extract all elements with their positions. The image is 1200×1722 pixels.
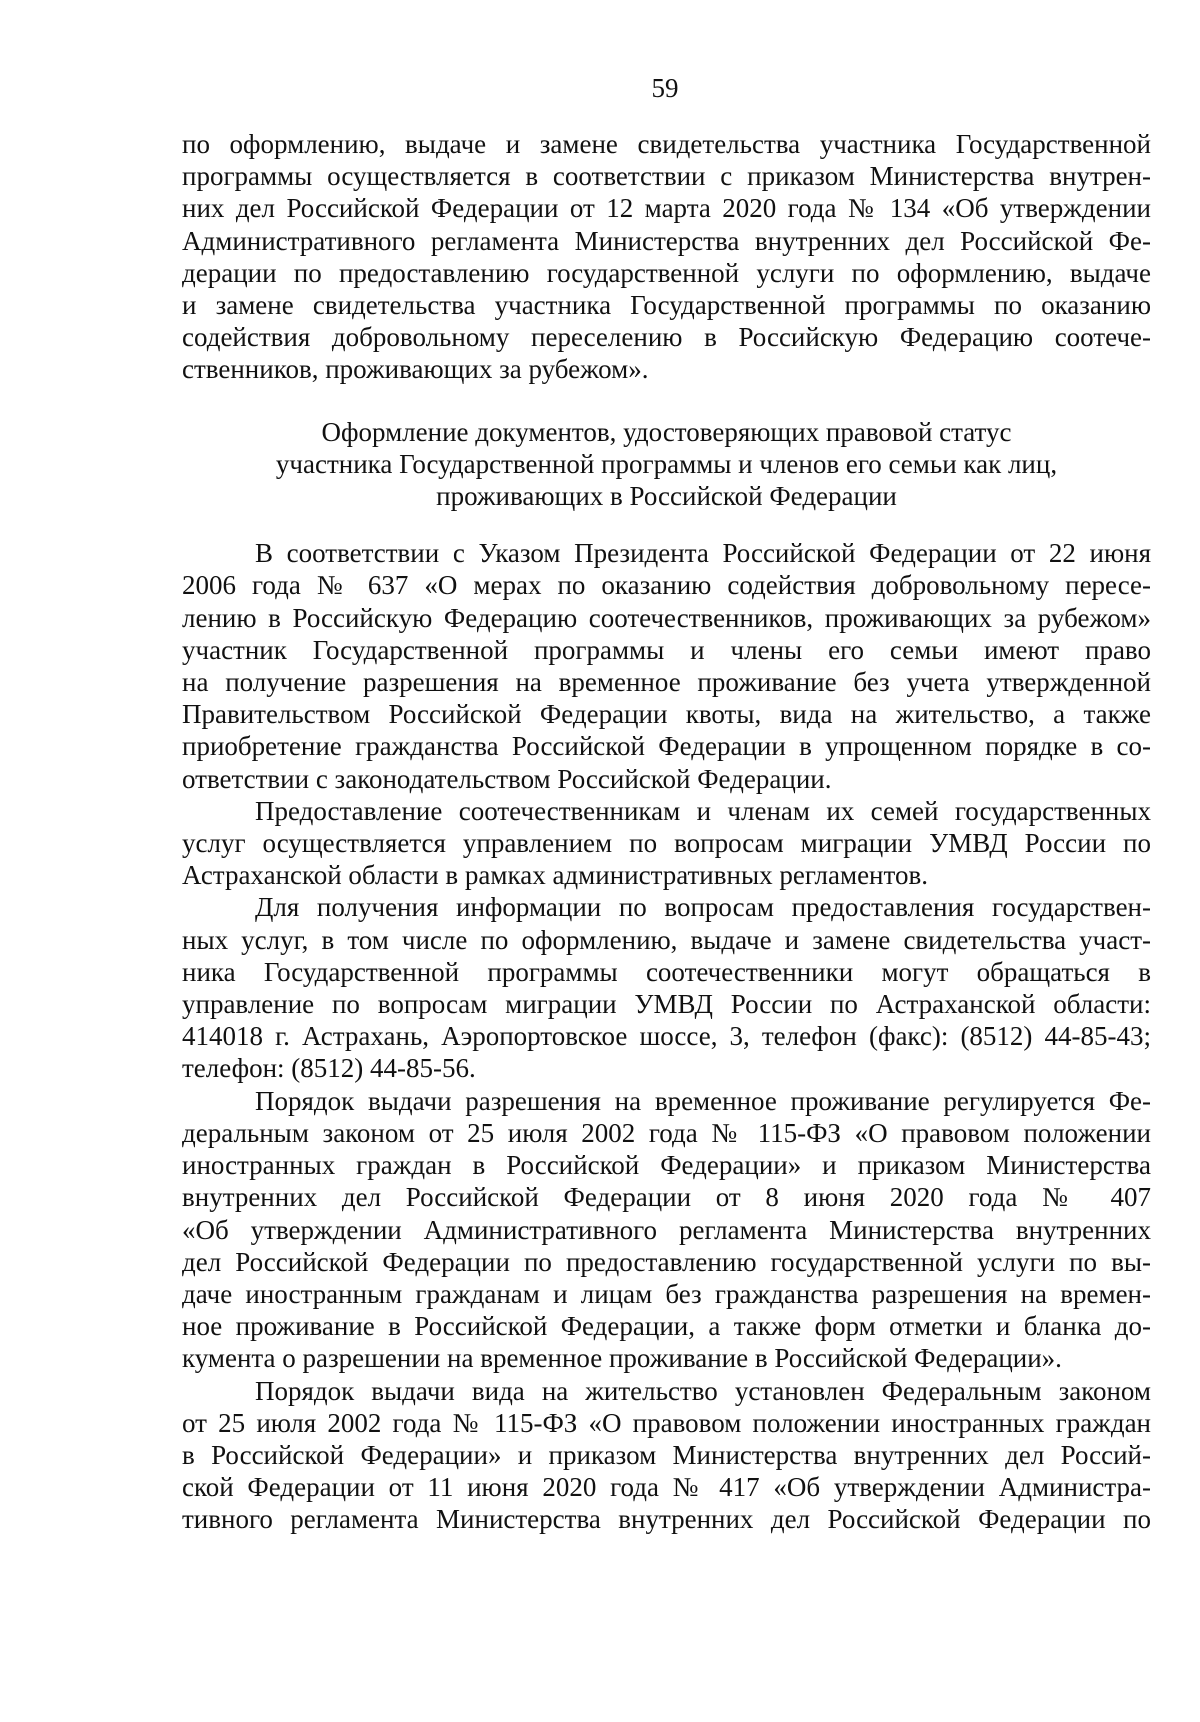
text-line: телефон: (8512) 44-85-56. <box>182 1053 476 1084</box>
text-line: Для получения информации по вопросам предоставления государствен- <box>255 892 1151 923</box>
text-line: Астраханской области в рамках административных регламентов. <box>182 860 928 891</box>
paragraph-continuation <box>182 128 1151 386</box>
text-line: по оформлению, выдаче и замене свидетельства участника Государственной <box>182 129 1151 159</box>
text-line: ных услуг, в том числе по оформлению, выдаче и замене свидетельства участ- <box>182 924 1151 955</box>
text-line: Административного регламента Министерства внутренних дел Российской Фе- <box>182 225 1151 256</box>
text-line: В соответствии с Указом Президента Российской Федерации от 22 июня <box>255 538 1151 569</box>
text-line: дел Российской Федерации по предоставлению государственной услуги по вы- <box>182 1246 1151 1277</box>
paragraph-president-decree <box>182 537 1151 795</box>
text-line: Предоставление соотечественникам и членам их семей государственных <box>255 795 1151 826</box>
text-line: деральным законом от 25 июля 2002 года № 115-ФЗ «О правовом положении <box>182 1117 1151 1148</box>
heading-line: Оформление документов, удостоверяющих правовой статус <box>321 416 1012 447</box>
text-line: иностранных граждан в Российской Федерации» и приказом Министерства <box>182 1150 1151 1181</box>
page-content <box>182 128 1151 1536</box>
text-line: и замене свидетельства участника Государственной программы по оказанию <box>182 290 1151 321</box>
paragraph-contacts <box>182 891 1151 1084</box>
text-line: 414018 г. Астрахань, Аэропортовское шоссе, 3, телефон (факс): (8512) 44-85-43; <box>182 1021 1151 1052</box>
text-line: дерации по предоставлению государственной услуги по оформлению, выдаче <box>182 257 1151 288</box>
text-line: Порядок выдачи вида на жительство установлен Федеральным законом <box>255 1375 1151 1406</box>
paragraph-residence-permit <box>182 1375 1151 1536</box>
text-line: Правительством Российской Федерации квоты, вида на жительство, а также <box>182 699 1151 730</box>
paragraph-temporary-residence <box>182 1085 1151 1375</box>
text-line: тивного регламента Министерства внутренних дел Российской Федерации по <box>182 1504 1151 1535</box>
text-line: программы осуществляется в соответствии с приказом Министерства внутрен- <box>182 161 1151 192</box>
text-line: ответствии с законодательством Российской Федерации. <box>182 763 832 794</box>
text-line: ственников, проживающих за рубежом». <box>182 354 649 385</box>
text-line: содействия добровольному переселению в Российскую Федерацию соотече- <box>182 322 1151 353</box>
text-line: Порядок выдачи разрешения на временное проживание регулируется Фе- <box>255 1085 1151 1116</box>
text-line: кумента о разрешении на временное проживание в Российской Федерации». <box>182 1343 1062 1374</box>
text-line: ника Государственной программы соотечественники могут обращаться в <box>182 956 1151 987</box>
text-line: 2006 года № 637 «О мерах по оказанию содействия добровольному пересе- <box>182 570 1151 601</box>
paragraph-services <box>182 795 1151 892</box>
text-line: управление по вопросам миграции УМВД России по Астраханской области: <box>182 989 1151 1020</box>
text-line: лению в Российскую Федерацию соотечественников, проживающих за рубежом» <box>182 602 1151 633</box>
page-number: 59 <box>651 73 679 103</box>
text-line: них дел Российской Федерации от 12 марта 2020 года № 134 «Об утверждении <box>182 193 1151 224</box>
text-line: ской Федерации от 11 июня 2020 года № 417 «Об утверждении Администра- <box>182 1472 1151 1503</box>
text-line: даче иностранным гражданам и лицам без гражданства разрешения на времен- <box>182 1278 1151 1309</box>
text-line: «Об утверждении Административного регламента Министерства внутренних <box>182 1214 1151 1245</box>
text-line: ное проживание в Российской Федерации, а также форм отметки и бланка до- <box>182 1311 1151 1342</box>
section-heading <box>182 416 1151 513</box>
text-line: приобретение гражданства Российской Федерации в упрощенном порядке в со- <box>182 731 1151 762</box>
text-line: от 25 июля 2002 года № 115-ФЗ «О правовом положении иностранных граждан <box>182 1407 1151 1438</box>
text-line: на получение разрешения на временное проживание без учета утвержденной <box>182 667 1151 698</box>
text-line: услуг осуществляется управлением по вопросам миграции УМВД России по <box>182 828 1151 859</box>
text-line: в Российской Федерации» и приказом Министерства внутренних дел Россий- <box>182 1439 1151 1470</box>
text-line: внутренних дел Российской Федерации от 8 июня 2020 года № 407 <box>182 1182 1151 1213</box>
text-line: участник Государственной программы и члены его семьи имеют право <box>182 634 1151 665</box>
heading-line: участника Государственной программы и членов его семьи как лиц, <box>275 448 1058 479</box>
heading-line: проживающих в Российской Федерации <box>436 481 897 512</box>
